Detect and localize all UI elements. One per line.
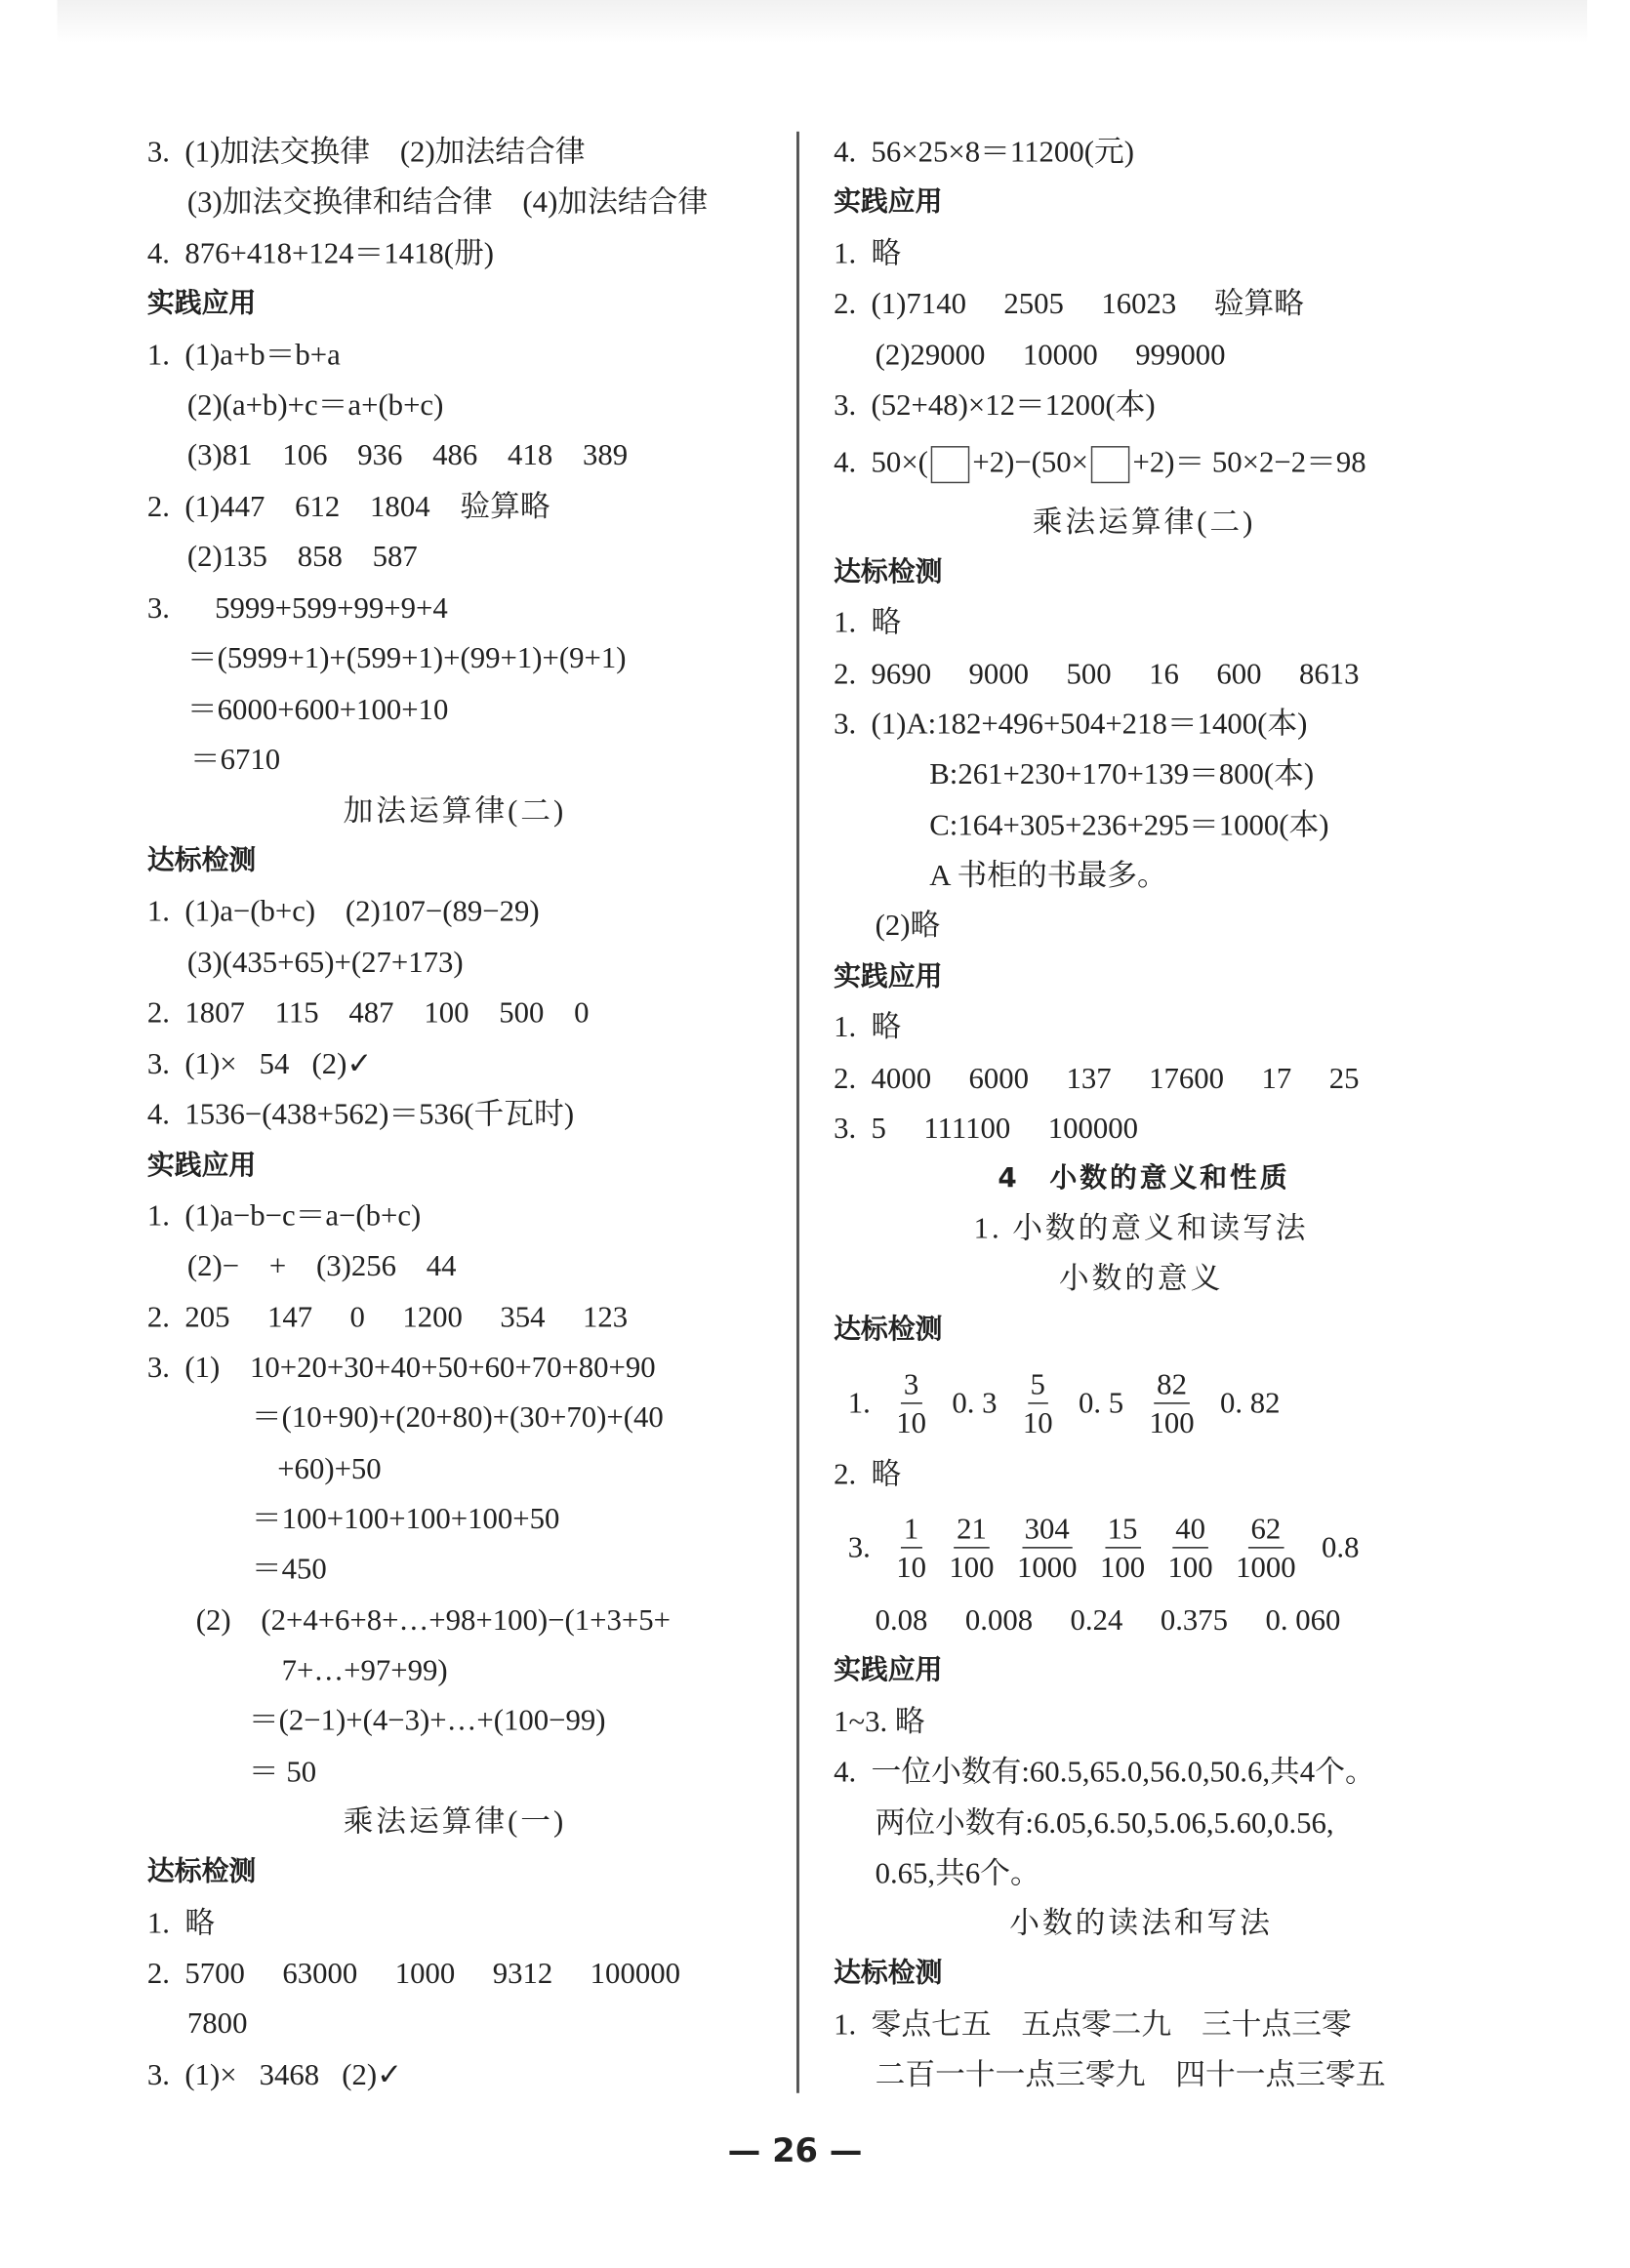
section-heading: 实践应用 (834, 1654, 943, 1686)
fraction-numerator: 5 (1028, 1364, 1048, 1403)
answer-text: 0.8 (1322, 1529, 1360, 1564)
answer-text: +2)−(50× (972, 444, 1089, 479)
subsection-title: 4 小数的意义和性质 (998, 1162, 1290, 1195)
fraction-numerator: 304 (1022, 1509, 1073, 1548)
answer-line: 3. (1) 10+20+30+40+50+60+70+80+90 (146, 1349, 656, 1385)
answer-line: ＝6710 (189, 742, 281, 777)
answer-line: 4. 一位小数有:60.5,65.0,56.0,50.6,共4个。 (834, 1754, 1375, 1789)
answer-line: 2. (1)7140 2505 16023 验算略 (834, 286, 1305, 321)
fraction-answer-line (834, 1359, 1294, 1445)
answer-line: 二百一十一点三零九 四十一点三零五 (875, 2057, 1386, 2092)
answer-line: (2)略 (875, 908, 941, 943)
answer-line: ＝(5999+1)+(599+1)+(99+1)+(9+1) (186, 640, 627, 675)
section-heading: 达标检测 (834, 1957, 943, 1989)
answer-line: 3. (1)A:182+496+504+218＝1400(本) (834, 706, 1308, 741)
fraction (1149, 1364, 1194, 1440)
answer-line: 2. 1807 115 487 100 500 0 (146, 994, 590, 1030)
fraction (1168, 1509, 1213, 1585)
answer-line: 1. 略 (834, 604, 902, 639)
answer-line: ＝ 50 (248, 1754, 317, 1789)
answer-line: ＝(2−1)+(4−3)+…+(100−99) (248, 1702, 606, 1737)
section-heading: 达标检测 (146, 1855, 257, 1887)
answer-line: 两位小数有:6.05,6.50,5.06,5.60,0.56, (875, 1805, 1334, 1841)
answer-line: (2)135 858 587 (186, 539, 418, 574)
fraction-denominator: 100 (1149, 1404, 1195, 1439)
answer-line: 1~3. 略 (834, 1704, 925, 1739)
answer-line: 2. 略 (834, 1456, 902, 1491)
answer-line: 2. 9690 9000 500 16 600 8613 (834, 656, 1360, 691)
fraction-numerator: 40 (1172, 1509, 1208, 1548)
answer-line: 0.65,共6个。 (875, 1855, 1040, 1890)
subsection-title: 小数的读法和写法 (1009, 1905, 1273, 1941)
answer-line: ＝(10+90)+(20+80)+(30+70)+(40 (251, 1399, 664, 1435)
subsection-title: 小数的意义 (1058, 1261, 1224, 1296)
answer-line: (3)加法交换律和结合律 (4)加法结合律 (186, 183, 709, 220)
scan-shadow (58, 0, 1588, 43)
answer-line: ＝6000+600+100+10 (186, 692, 449, 727)
answer-line: 3. (1)× 54 (2)✓ (146, 1046, 373, 1081)
answer-line: C:164+305+236+295＝1000(本) (929, 807, 1329, 842)
answer-line: 3. 5999+599+99+9+4 (146, 590, 448, 626)
subsection-title: 1. 小数的意义和读写法 (973, 1210, 1309, 1246)
section-heading: 实践应用 (146, 287, 257, 319)
subsection-title: 加法运算律(二) (343, 793, 567, 829)
fraction-denominator: 100 (949, 1549, 995, 1584)
answer-text: +2)＝ 50×2−2＝98 (1132, 444, 1366, 479)
section-heading: 实践应用 (146, 1149, 257, 1182)
fraction (1023, 1364, 1053, 1440)
page-number: — 26 — (727, 2132, 863, 2170)
fraction-numerator: 82 (1154, 1364, 1190, 1403)
answer-line: ＝100+100+100+100+50 (251, 1501, 560, 1536)
answer-line: (2)(a+b)+c＝a+(b+c) (186, 387, 444, 423)
section-heading: 达标检测 (146, 844, 257, 877)
section-heading: 实践应用 (834, 960, 943, 992)
answer-line: 1. (1)a−b−c＝a−(b+c) (146, 1197, 422, 1233)
fraction-denominator: 1000 (1016, 1549, 1078, 1584)
answer-line: 3. (52+48)×12＝1200(本) (834, 387, 1156, 423)
page-number-value: 26 (772, 2132, 818, 2170)
answer-line: 4. 876+418+124＝1418(册) (146, 235, 495, 270)
fraction-denominator: 1000 (1236, 1549, 1296, 1584)
answer-text: 0. 5 (1078, 1385, 1124, 1420)
answer-text: 0. 3 (952, 1385, 998, 1420)
answer-line: 1. 略 (834, 235, 902, 270)
answer-line: 4. 1536−(438+562)＝536(千瓦时) (146, 1096, 575, 1131)
fraction-denominator: 10 (896, 1549, 926, 1584)
answer-line: (2) (2+4+6+8+…+98+100)−(1+3+5+ (195, 1602, 671, 1638)
answer-line: 7800 (186, 2005, 248, 2041)
answer-text: 1. (847, 1385, 871, 1420)
blank-box (931, 446, 970, 483)
column-divider (796, 132, 798, 2093)
fraction-numerator: 3 (901, 1364, 921, 1403)
fraction-answer-line (834, 1504, 1373, 1590)
answer-line: 2. 205 147 0 1200 354 123 (146, 1299, 629, 1334)
answer-line: 0.08 0.008 0.24 0.375 0. 060 (875, 1602, 1341, 1638)
fraction-denominator: 100 (1099, 1549, 1146, 1584)
answer-line: 7+…+97+99) (281, 1652, 448, 1687)
answer-line: (3)81 106 936 486 418 389 (186, 437, 629, 472)
answer-line: (2)− + (3)256 44 (186, 1247, 457, 1283)
fraction (1236, 1509, 1296, 1585)
fraction-denominator: 100 (1167, 1549, 1213, 1584)
answer-line-with-blanks (834, 443, 1366, 480)
fraction-denominator: 10 (1022, 1404, 1053, 1439)
answer-line: 1. 略 (834, 1009, 902, 1044)
answer-line: 4. 56×25×8＝11200(元) (834, 134, 1134, 169)
fraction-numerator: 21 (954, 1509, 990, 1548)
answer-line: 1. (1)a−(b+c) (2)107−(89−29) (146, 893, 540, 928)
answer-line: (3)(435+65)+(27+173) (186, 945, 464, 980)
answer-line: 2. 5700 63000 1000 9312 100000 (146, 1956, 680, 1991)
answer-line: 3. (1)× 3468 (2)✓ (146, 2057, 402, 2092)
answer-line: A 书柜的书最多。 (929, 858, 1167, 893)
fraction (896, 1509, 926, 1585)
answer-line: 2. 4000 6000 137 17600 17 25 (834, 1061, 1360, 1096)
fraction-numerator: 62 (1248, 1509, 1284, 1548)
fraction-numerator: 1 (901, 1509, 921, 1548)
answer-line: B:261+230+170+139＝800(本) (929, 755, 1315, 791)
answer-line: 1. 零点七五 五点零二九 三十点三零 (834, 2006, 1352, 2043)
answer-text: 0. 82 (1220, 1385, 1281, 1420)
answer-line: (2)29000 10000 999000 (875, 337, 1226, 372)
fraction (1100, 1509, 1145, 1585)
section-heading: 达标检测 (834, 555, 943, 588)
fraction-denominator: 10 (896, 1404, 926, 1439)
answer-line: +60)+50 (277, 1450, 382, 1486)
subsection-title: 乘法运算律(二) (1032, 505, 1256, 540)
subsection-title: 乘法运算律(一) (343, 1803, 567, 1839)
answer-text: 4. 50×( (834, 444, 928, 479)
answer-line: 2. (1)447 612 1804 验算略 (146, 489, 550, 524)
answer-line: ＝450 (251, 1551, 327, 1586)
answer-line: 3. 5 111100 100000 (834, 1111, 1139, 1146)
fraction-numerator: 15 (1105, 1509, 1141, 1548)
blank-box (1091, 446, 1130, 483)
answer-text: 3. (847, 1529, 871, 1564)
section-heading: 达标检测 (834, 1314, 943, 1346)
answer-line: 1. (1)a+b＝b+a (146, 337, 341, 372)
fraction (896, 1364, 926, 1440)
answer-line: 3. (1)加法交换律 (2)加法结合律 (146, 134, 586, 169)
section-heading: 实践应用 (834, 185, 943, 218)
fraction (1017, 1509, 1078, 1585)
fraction (949, 1509, 994, 1585)
answer-line: 1. 略 (146, 1905, 216, 1941)
